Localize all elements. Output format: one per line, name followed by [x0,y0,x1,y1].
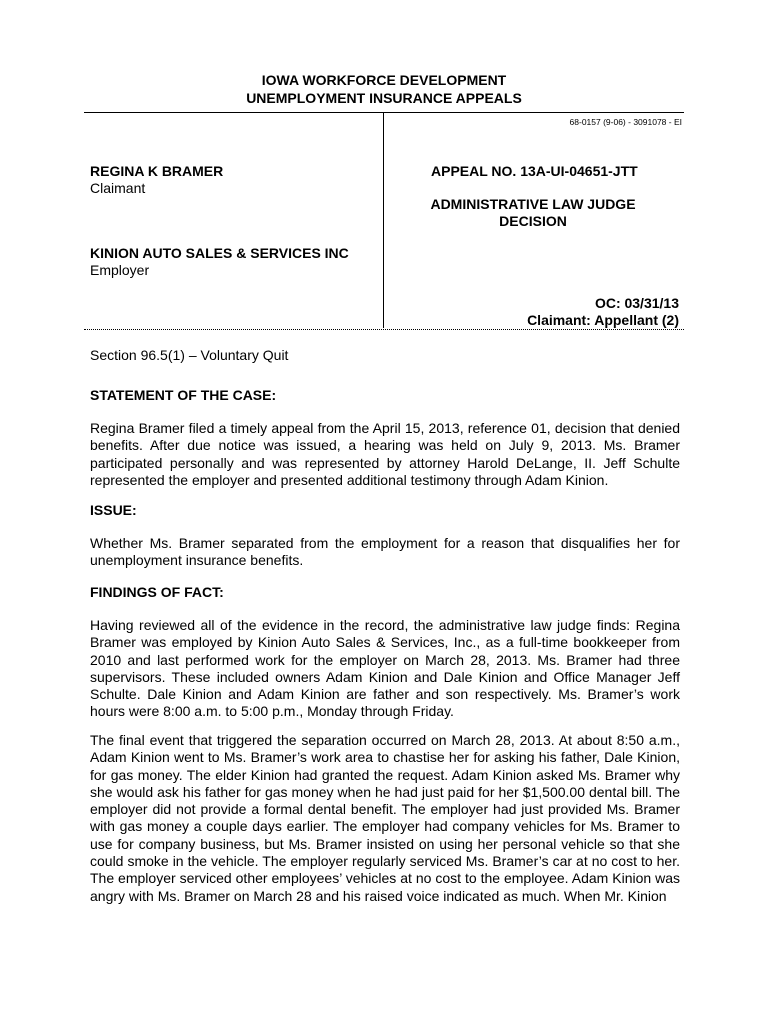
oc-date: OC: 03/31/13 [594,295,679,311]
issue-heading: ISSUE: [90,502,137,518]
findings-paragraph-1: Having reviewed all of the evidence in the record, the administrative law judge finds: Regina Bramer was employed by Kinion Auto Sales & Services, Inc., as a full-time bookkeeper from 2010 and last performed work for the employer on March 28, 2013. Ms. Bramer had three supervisors. These included owners Adam Kinion and Dale Kinion and Office Manager Jeff Schulte. Dale Kinion and Adam Kinion are father and son respectively. Ms. Bramer’s work hours were 8:00 a.m. to 5:00 p.m., Monday through Friday. [90,617,680,720]
employer-role: Employer [90,262,150,278]
findings-heading: FINDINGS OF FACT: [90,584,224,600]
section-reference: Section 96.5(1) – Voluntary Quit [90,347,289,363]
decision-title-line2: DECISION [499,213,567,229]
issue-paragraph: Whether Ms. Bramer separated from the employment for a reason that disqualifies her for unemployment insurance benefits. [90,535,680,569]
employer-name: KINION AUTO SALES & SERVICES INC [90,245,349,261]
claimant-role: Claimant [90,180,146,196]
agency-title: IOWA WORKFORCE DEVELOPMENT [261,72,507,88]
appeal-number: APPEAL NO. 13A-UI-04651-JTT [431,163,638,179]
statement-paragraph: Regina Bramer filed a timely appeal from the April 15, 2013, reference 01, decision that denied benefits. After due notice was issued, a hearing was held on July 9, 2013. Ms. Bramer participated personally and was represented by attorney Harold DeLange, II. Jeff Schulte represented the employer and presented additional testimony through Adam Kinion. [90,420,680,488]
header-rule [84,112,684,113]
statement-heading: STATEMENT OF THE CASE: [90,387,277,403]
claimant-name: REGINA K BRAMER [90,163,224,179]
decision-title-line1: ADMINISTRATIVE LAW JUDGE [430,196,636,212]
form-number: 68-0157 (9-06) - 3091078 - EI [569,117,682,127]
caption-divider [383,113,384,328]
claimant-appellant: Claimant: Appellant (2) [527,312,679,328]
caption-bottom-rule [84,329,684,330]
findings-paragraph-2: The final event that triggered the separation occurred on March 28, 2013. At about 8:50 a.m., Adam Kinion went to Ms. Bramer’s work area to chastise her for asking his father, Dale Kinion, for gas money. The elder Kinion had granted the request. Adam Kinion asked Ms. Bramer why she would ask his father for gas money when he had just paid for her $1,500.00 dental bill. The employer did not provide a formal dental benefit. The employer had just provided Ms. Bramer with gas money a couple days earlier. The employer had company vehicles for Ms. Bramer to use for company business, but Ms. Bramer insisted on using her personal vehicle so that she could smoke in the vehicle. The employer regularly serviced Ms. Bramer’s car at no cost to her. The employer serviced other employees’ vehicles at no cost to the employee. Adam Kinion was angry with Ms. Bramer on March 28 and his raised voice indicated as much. When Mr. Kinion [90,732,680,904]
agency-subtitle: UNEMPLOYMENT INSURANCE APPEALS [246,90,522,106]
